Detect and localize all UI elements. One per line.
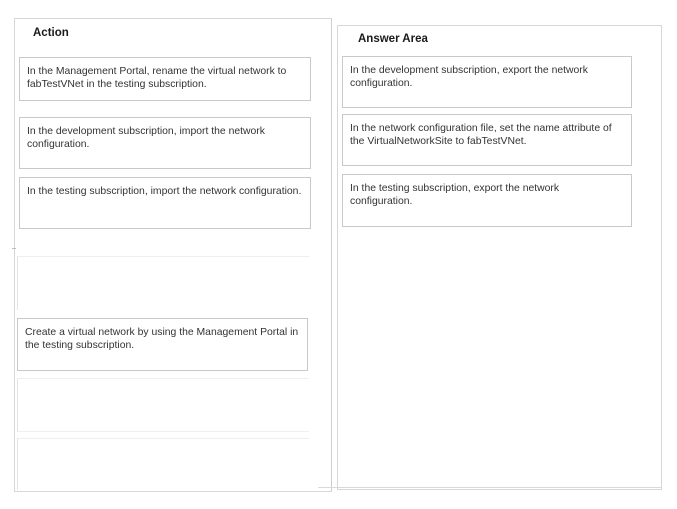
action-slot-empty[interactable] xyxy=(17,378,309,432)
answer-item-text: In the network configuration file, set the name attribute of the VirtualNetworkSite to fabTestVNet. xyxy=(350,123,612,147)
answer-item[interactable] xyxy=(342,56,632,108)
action-item[interactable] xyxy=(17,318,308,371)
action-title: Action xyxy=(33,27,69,39)
action-item[interactable] xyxy=(19,57,311,101)
answer-item-text: In the development subscription, export the network configuration. xyxy=(350,65,588,89)
panel-bottom-divider xyxy=(318,487,662,488)
answer-item[interactable] xyxy=(342,174,632,227)
action-slot-empty[interactable] xyxy=(17,438,309,490)
action-item[interactable] xyxy=(19,177,311,229)
answer-area-title: Answer Area xyxy=(358,33,428,45)
answer-item-text: In the testing subscription, export the network configuration. xyxy=(350,183,560,207)
action-item-text: In the development subscription, import the network configuration. xyxy=(27,126,265,150)
action-item-text: In the testing subscription, import the network configuration. xyxy=(27,186,302,197)
answer-item[interactable] xyxy=(342,114,632,166)
divider-tick xyxy=(12,248,16,249)
action-item[interactable] xyxy=(19,117,311,169)
action-item-text: In the Management Portal, rename the virtual network to fabTestVNet in the testing subscription. xyxy=(27,66,287,90)
action-slot-empty[interactable] xyxy=(17,256,309,310)
action-item-text: Create a virtual network by using the Management Portal in the testing subscription. xyxy=(25,327,299,351)
